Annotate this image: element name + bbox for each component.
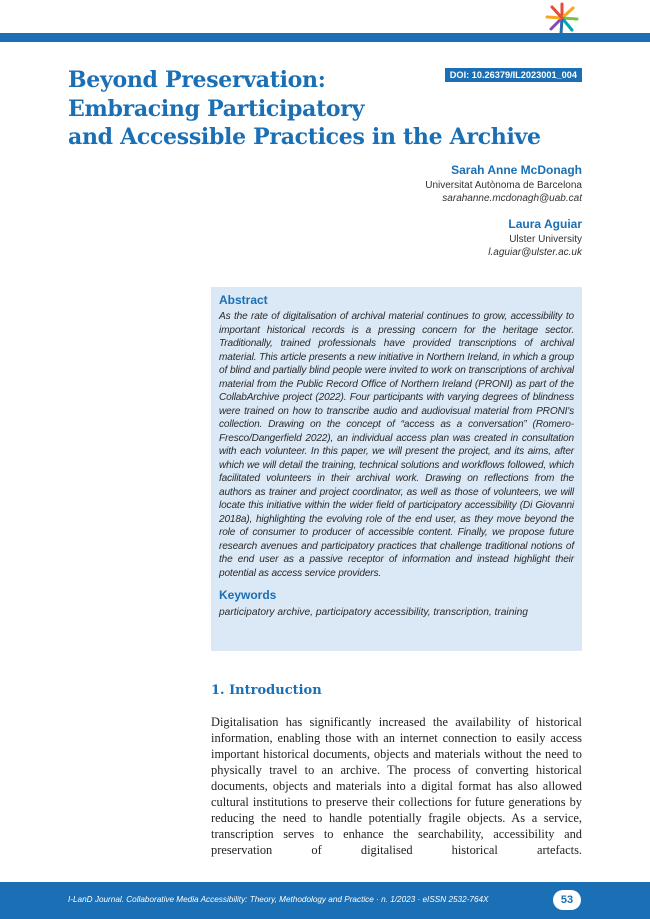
author-email[interactable]: l.aguiar@ulster.ac.uk (488, 247, 582, 258)
title-line: and Accessible Practices in the Archive (68, 124, 541, 150)
author-name: Sarah Anne McDonagh (451, 163, 582, 177)
page-footer (0, 882, 650, 919)
title-line: Embracing Participatory (68, 95, 365, 122)
author-email[interactable]: sarahanne.mcdonagh@uab.cat (442, 193, 582, 204)
section-heading: 1. Introduction (211, 683, 322, 698)
title-line: Beyond Preservation: (68, 67, 326, 93)
journal-citation: I-LanD Journal. Collaborative Media Accessibility: Theory, Methodology and Practice · n. 1/2023 · eISSN 2532-764X (68, 895, 489, 904)
author-affiliation: Ulster University (509, 234, 582, 245)
author-affiliation: Universitat Autònoma de Barcelona (425, 180, 582, 191)
author-name: Laura Aguiar (508, 217, 582, 231)
introduction-paragraph: Digitalisation has significantly increased the availability of historical information, enabling those with an internet connection to easily access important historical documents, objects and materials without the need to physically travel to an archive. The process of converting historical documents, objects and materials into a digital format has also allowed cultural institutions to preserve their collections for future generations by reducing the need to handle potentially fragile objects. As a service, transcription serves to enhance the searchability, accessibility and preservation of digitalised historical artefacts. (211, 715, 582, 857)
author-list (282, 162, 582, 270)
keywords-heading: Keywords (219, 588, 277, 602)
journal-star-logo (544, 0, 580, 36)
header-accent-bar (0, 33, 650, 42)
doi-badge[interactable]: DOI: 10.26379/IL2023001_004 (445, 68, 582, 82)
abstract-text: As the rate of digitalisation of archival material continues to grow, accessibility to important historical records is a pressing concern for the heritage sector. Traditionally, trained professionals have provided transcriptions of archival material. This article presents a new initiative in Northern Ireland, in which a group of blind and partially blind people were invited to work on transcriptions of archival material from the Public Record Office of Northern Ireland (PRONI) as part of the CollabArchive project (2022). Four participants with varying degrees of blindness were trained on how to transcribe audio and audiovisual material from PRONI's collection. Drawing on the concept of “access as a conversation” (Romero-Fresco/Dangerfield 2022), an individual access plan was created in consultation with each volunteer. In this paper, we will present the project, and its aims, after which we will detail the training, technical solutions and workflows followed, which facilitated volunteers in their archival work. Drawing on reflections from the authors as trainer and project coordinator, as well as those of volunteers, we will locate this initiative within the wider field of participatory accessibility (Di Giovanni 2018a), highlighting the evolving role of the end user, as they move beyond the role of consumer to producer of accessible content. Finally, we propose future research avenues and participatory practices that challenge traditional notions of the end user as a passive receptor of information and instead highlight their potential as access service providers. (219, 311, 574, 579)
author-block (282, 216, 582, 259)
article-title (68, 66, 568, 152)
keywords-text: participatory archive, participatory accessibility, transcription, training (219, 607, 528, 618)
abstract-box (211, 287, 582, 651)
page-number: 53 (553, 890, 581, 910)
author-block (282, 162, 582, 205)
abstract-heading: Abstract (219, 293, 268, 307)
